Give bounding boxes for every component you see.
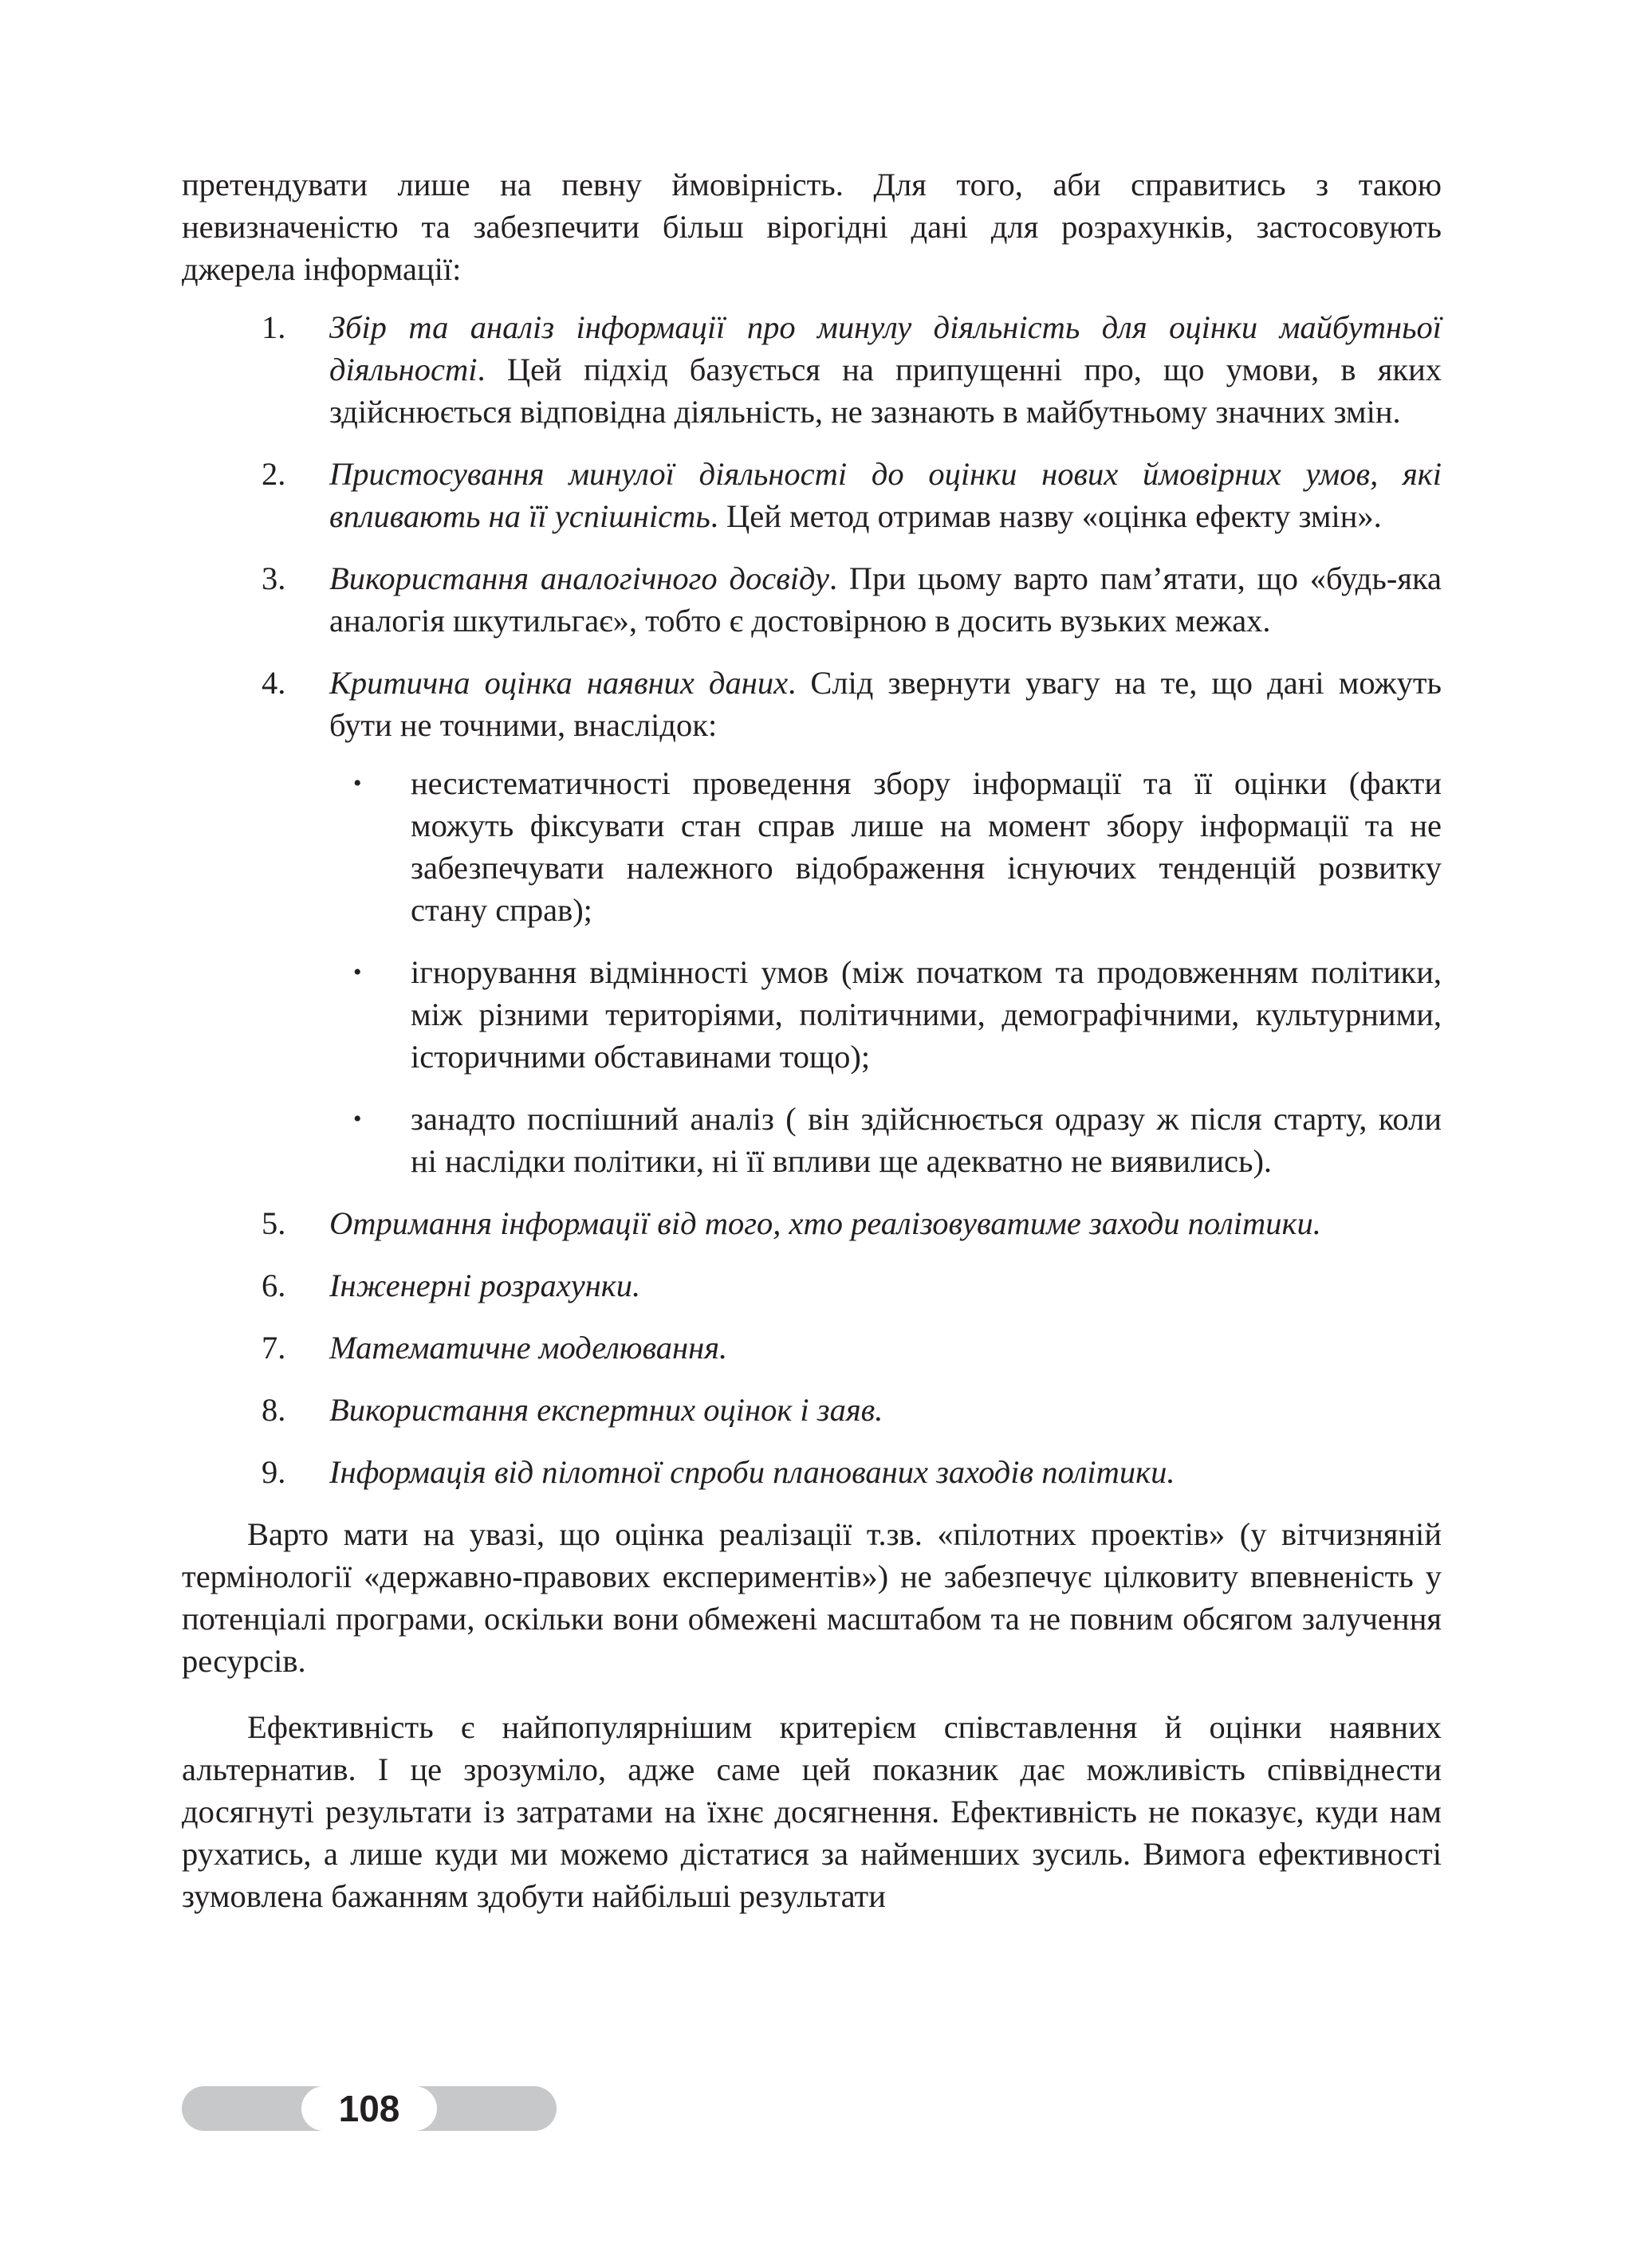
- list-item: [182, 662, 1442, 1182]
- page-number: 108: [301, 2086, 437, 2131]
- body-paragraph: Ефективність є найпопулярнішим критерієм співставлення й оцінки наявних альтернатив. І це зрозуміло, адже саме цей показник дає можливість співвіднести досягнуті результати із затратами на їхнє досягнення. Ефективність не показує, куди нам рухатись, а лише куди ми можемо дістатися за найменших зусиль. Вимога ефективності зумовлена бажанням здобути найбільші результати: [182, 1709, 1442, 1914]
- page-number-footer: [182, 2086, 557, 2131]
- bullet-item: [329, 951, 1442, 1078]
- bullet-list: [329, 762, 1442, 1182]
- bullet-item: [329, 1098, 1442, 1182]
- item-term: Отримання інформації від того, хто реалізовуватиме заходи політики.: [329, 1205, 1321, 1241]
- sources-list: [182, 306, 1442, 1493]
- bullet-text: несистематичності проведення збору інформації та її оцінки (факти можуть фіксувати стан справ лише на момент збору інформації та не забезпечувати належного відображення існуючих тенденцій розвитку стану справ);: [411, 765, 1442, 928]
- intro-paragraph: претендувати лише на певну ймовірність. Для того, аби справитись з такою невизначеністю та забезпечити більш вірогідні дані для розрахунків, застосовують джерела інформації:: [182, 167, 1442, 287]
- list-item: [182, 1451, 1442, 1493]
- item-number: 1.: [262, 309, 286, 345]
- item-text: . Слід звернути увагу на те, що дані можуть бути не точними, внаслідок:: [329, 665, 1442, 743]
- list-item: [182, 1264, 1442, 1307]
- item-number: 3.: [262, 560, 286, 596]
- bullet-text: ігнорування відмінності умов (між початком та продовженням політики, між різними територіями, політичними, демографічними, культурними, історичними обставинами тощо);: [411, 954, 1442, 1075]
- item-number: 9.: [262, 1454, 286, 1490]
- item-number: 4.: [262, 665, 286, 701]
- bullet-icon: •: [353, 959, 362, 985]
- bullet-item: [329, 762, 1442, 931]
- list-item: [182, 453, 1442, 537]
- bullet-icon: •: [353, 770, 362, 796]
- bullet-icon: •: [353, 1106, 362, 1132]
- item-number: 7.: [262, 1330, 286, 1366]
- item-term: Інформація від пілотної спроби планованих заходів політики.: [329, 1454, 1175, 1490]
- list-item: [182, 1389, 1442, 1431]
- item-term: Збір та аналіз інформації про минулу діяльність для оцінки майбутньої діяльності: [329, 309, 1442, 387]
- item-term: Інженерні розрахунки.: [329, 1268, 641, 1303]
- item-text: . Цей метод отримав назву «оцінка ефекту змін».: [710, 498, 1382, 534]
- item-term: Використання аналогічного досвіду: [329, 560, 829, 596]
- list-item: [182, 557, 1442, 642]
- item-term: Математичне моделювання.: [329, 1330, 728, 1366]
- item-term: Використання експертних оцінок і заяв.: [329, 1392, 883, 1428]
- list-item: [182, 306, 1442, 433]
- item-term: Критична оцінка наявних даних: [329, 665, 789, 701]
- list-item: [182, 1327, 1442, 1369]
- item-number: 8.: [262, 1392, 286, 1428]
- item-number: 5.: [262, 1205, 286, 1241]
- item-text: . Цей підхід базується на припущенні про, що умови, в яких здійснюється відповідна діяльність, не зазнають в майбутньому значних змін.: [329, 352, 1442, 430]
- page-body: [182, 163, 1442, 1917]
- body-paragraph: Варто мати на увазі, що оцінка реалізації т.зв. «пілотних проектів» (у вітчизняній термінології «державно-правових експериментів») не забезпечує цілковиту впевненість у потенціалі програми, оскільки вони обмежені масштабом та не повним обсягом залучення ресурсів.: [182, 1516, 1442, 1679]
- item-number: 2.: [262, 456, 286, 492]
- item-text: . При цьому варто пам’ятати, що «будь-яка аналогія шкутильгає», тобто є достовірною в досить вузьких межах.: [329, 560, 1442, 639]
- item-number: 6.: [262, 1268, 286, 1303]
- bullet-text: занадто поспішний аналіз ( він здійснюється одразу ж після старту, коли ні наслідки політики, ні її впливи ще адекватно не виявились).: [411, 1101, 1442, 1179]
- item-term: Пристосування минулої діяльності до оцінки нових ймовірних умов, які впливають на її успішність: [329, 456, 1442, 534]
- list-item: [182, 1202, 1442, 1244]
